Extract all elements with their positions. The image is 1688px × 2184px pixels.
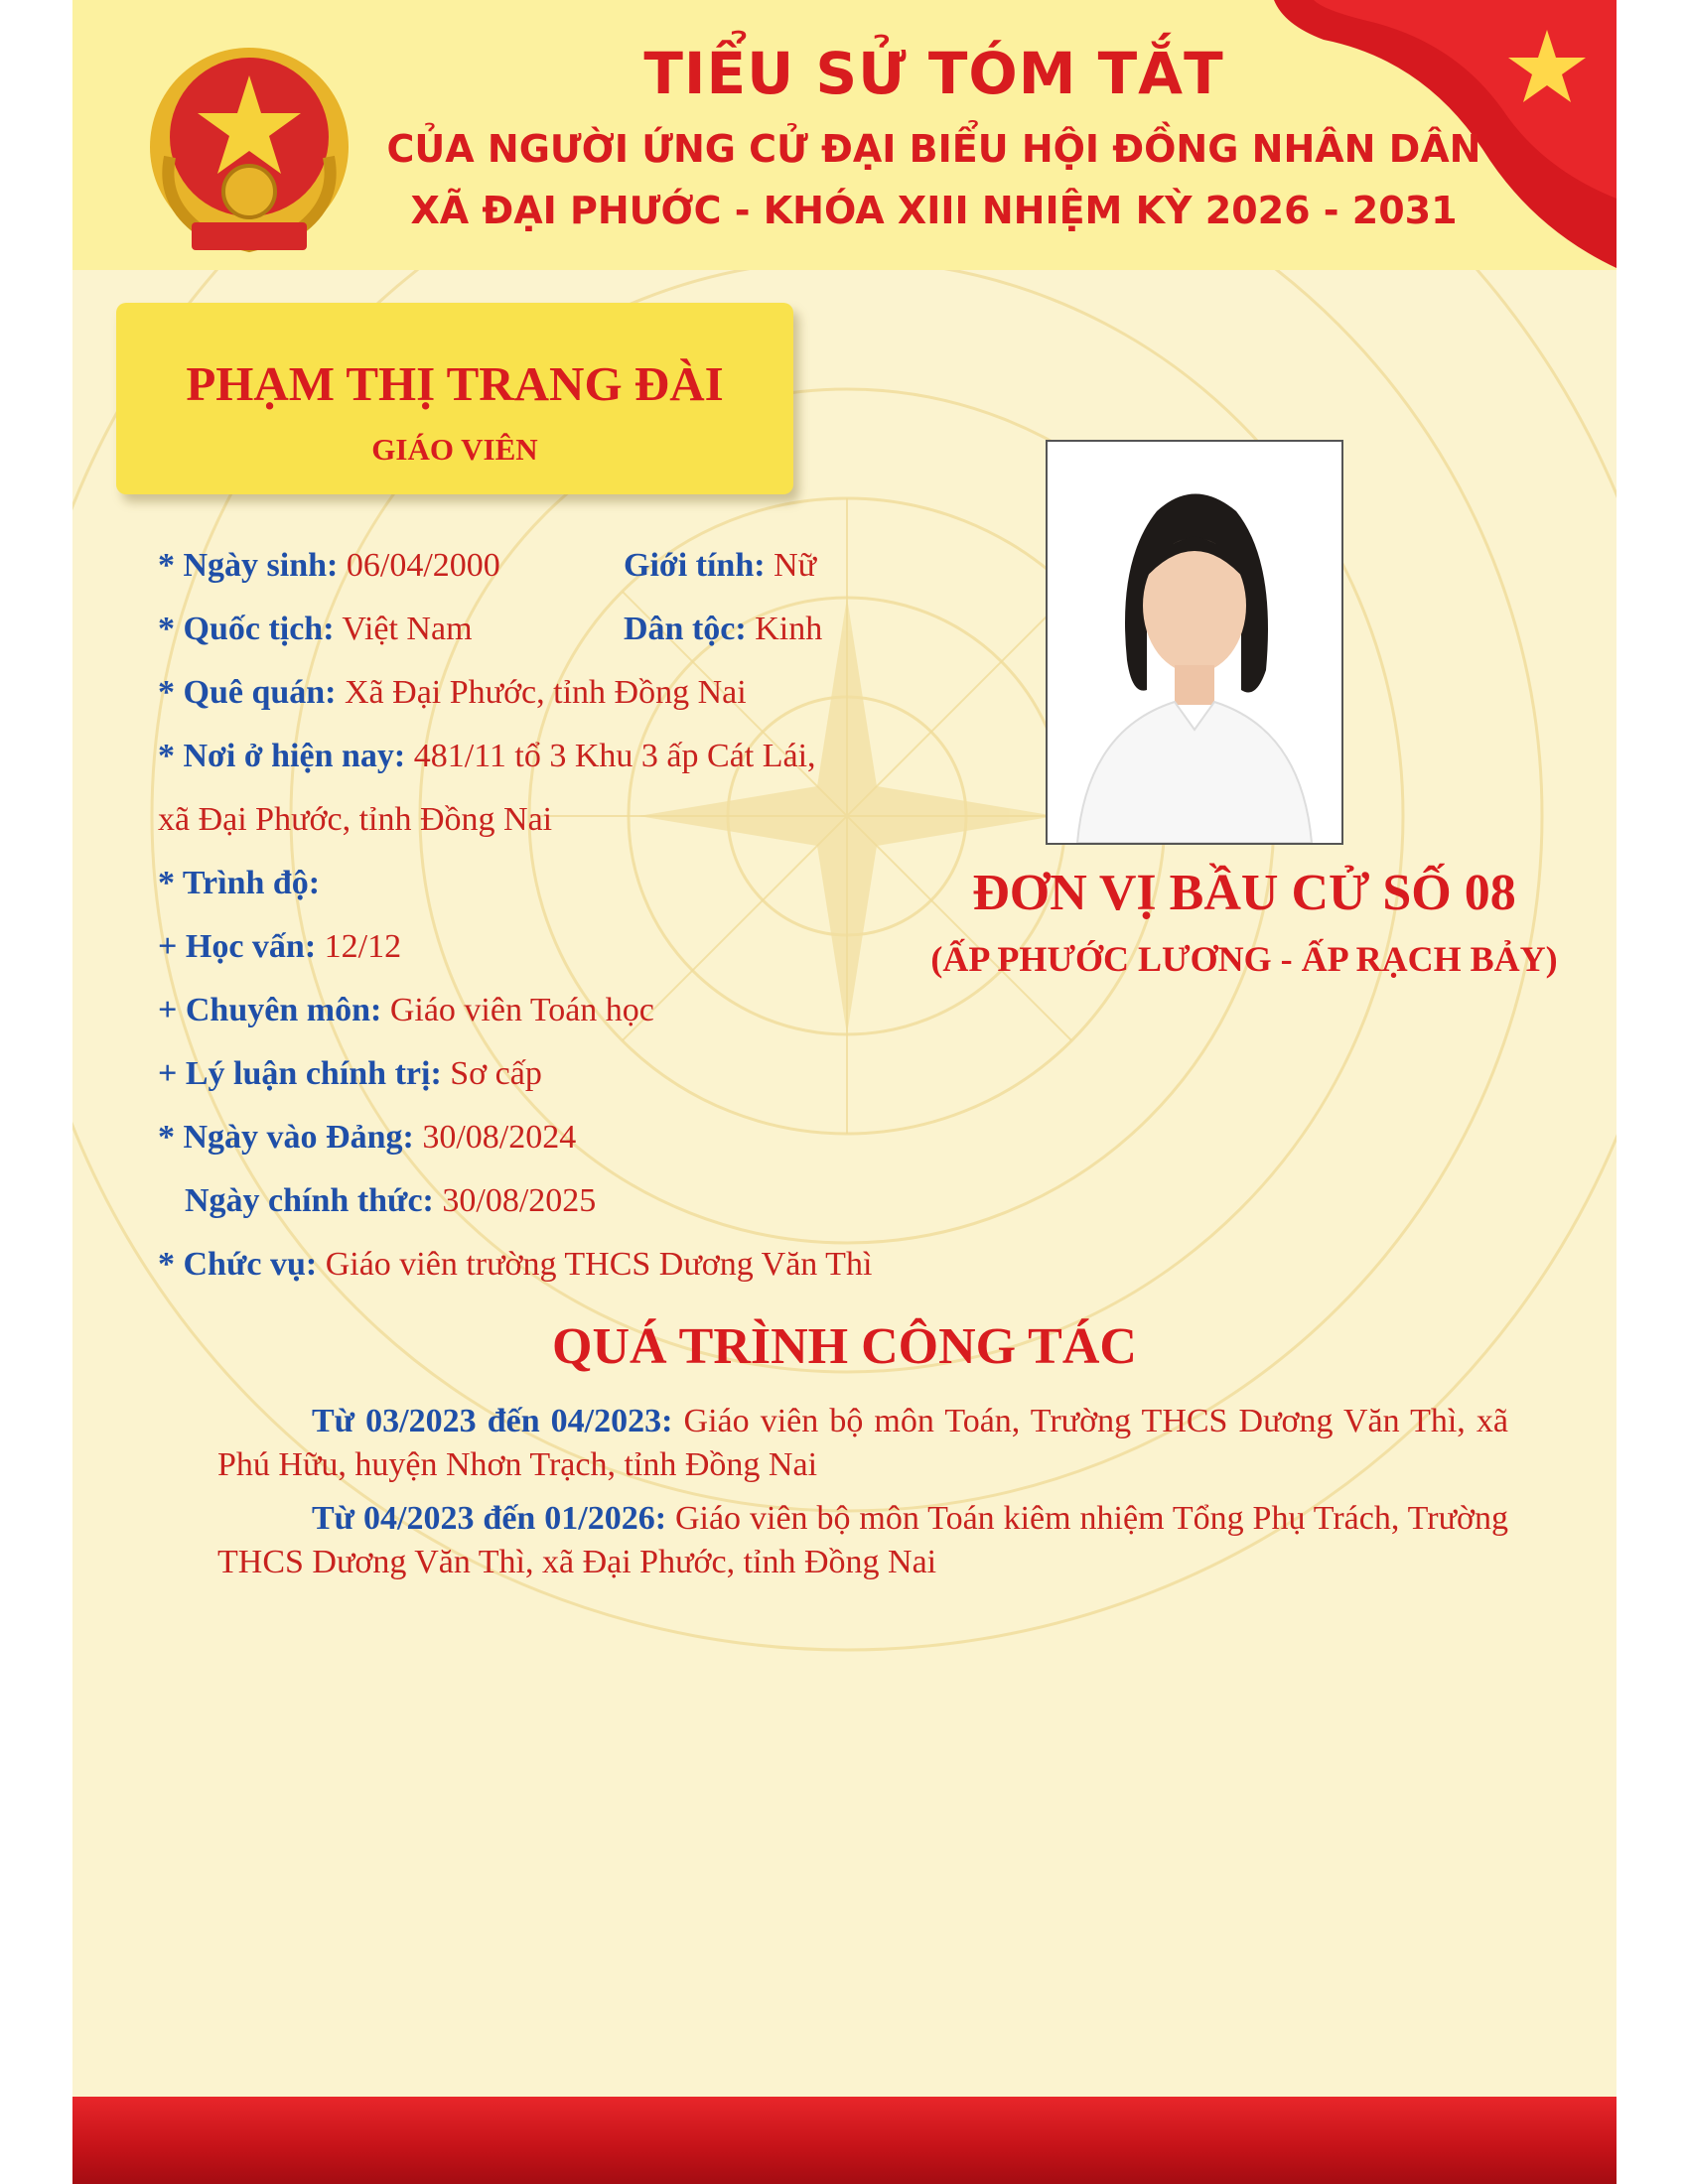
party-date-value: 30/08/2024 (413, 1119, 577, 1156)
electoral-unit-area: (ẤP PHƯỚC LƯƠNG - ẤP RẠCH BẢY) (930, 939, 1558, 979)
work-period: Từ 04/2023 đến 01/2026: (312, 1500, 667, 1537)
gender-value: Nữ (765, 547, 817, 584)
document-title: TIỂU SỬ TÓM TẮT (643, 40, 1224, 107)
residence-label: * Nơi ở hiện nay: (158, 738, 406, 774)
candidate-occupation: GIÁO VIÊN (371, 432, 538, 467)
work-history-item (217, 1497, 1508, 1584)
gender-row (624, 547, 816, 585)
party-date-row (158, 1119, 576, 1157)
ethnicity-label: Dân tộc: (624, 611, 747, 647)
official-date-value: 30/08/2025 (433, 1182, 597, 1219)
work-history-title: QUÁ TRÌNH CÔNG TÁC (552, 1318, 1137, 1375)
hometown-label: * Quê quán: (158, 674, 337, 711)
nationality-label: * Quốc tịch: (158, 611, 335, 647)
candidate-name: PHẠM THỊ TRANG ĐÀI (186, 356, 724, 411)
residence-row-continued (158, 801, 552, 839)
position-row (158, 1246, 872, 1284)
specialty-value: Giáo viên Toán học (381, 992, 654, 1028)
specialty-label: + Chuyên môn: (158, 992, 382, 1028)
header-banner (72, 0, 1617, 270)
ethnicity-value: Kinh (746, 611, 823, 647)
politics-value: Sơ cấp (441, 1055, 542, 1092)
nationality-row (158, 611, 473, 648)
document-subtitle-line1: CỦA NGƯỜI ỨNG CỬ ĐẠI BIỂU HỘI ĐỒNG NHÂN DÂN (386, 127, 1481, 171)
residence-value-line2: xã Đại Phước, tỉnh Đồng Nai (158, 801, 553, 838)
general-education-row (158, 928, 401, 966)
candidate-photo (1046, 440, 1343, 845)
electoral-unit-number: ĐƠN VỊ BẦU CỬ SỐ 08 (972, 865, 1516, 921)
hometown-row (158, 674, 747, 712)
dob-label: * Ngày sinh: (158, 547, 339, 584)
official-date-row (185, 1182, 596, 1220)
work-description: Giáo viên bộ môn Toán kiêm nhiệm Tổng Phụ Trách, Trường THCS Dương Văn Thì, xã Đại Phước, tỉnh Đồng Nai (217, 1500, 1508, 1580)
residence-row (158, 738, 816, 775)
document-subtitle-line2: XÃ ĐẠI PHƯỚC - KHÓA XIII NHIỆM KỲ 2026 - 2031 (410, 189, 1458, 232)
residence-value-line1: 481/11 tổ 3 Khu 3 ấp Cát Lái, (405, 738, 816, 774)
work-description: Giáo viên bộ môn Toán, Trường THCS Dương Văn Thì, xã Phú Hữu, huyện Nhơn Trạch, tỉnh Đồng Nai (217, 1403, 1508, 1483)
gender-label: Giới tính: (624, 547, 766, 584)
dob-row (158, 547, 500, 585)
education-label: * Trình độ: (158, 865, 321, 901)
politics-row (158, 1055, 542, 1093)
position-value: Giáo viên trường THCS Dương Văn Thì (317, 1246, 873, 1283)
hometown-value: Xã Đại Phước, tỉnh Đồng Nai (336, 674, 747, 711)
party-date-label: * Ngày vào Đảng: (158, 1119, 414, 1156)
education-row (158, 865, 320, 902)
candidate-name-box (116, 303, 793, 494)
document-page (72, 0, 1617, 2184)
official-date-label: Ngày chính thức: (185, 1182, 434, 1219)
work-history-item (217, 1400, 1508, 1487)
specialty-row (158, 992, 654, 1029)
nationality-value: Việt Nam (334, 611, 473, 647)
dob-value: 06/04/2000 (338, 547, 500, 584)
general-education-label: + Học vấn: (158, 928, 317, 965)
work-period: Từ 03/2023 đến 04/2023: (312, 1403, 673, 1439)
position-label: * Chức vụ: (158, 1246, 318, 1283)
ethnicity-row (624, 611, 822, 648)
politics-label: + Lý luận chính trị: (158, 1055, 442, 1092)
general-education-value: 12/12 (316, 928, 402, 965)
portrait-icon (1048, 442, 1341, 843)
footer-band (72, 2097, 1617, 2184)
